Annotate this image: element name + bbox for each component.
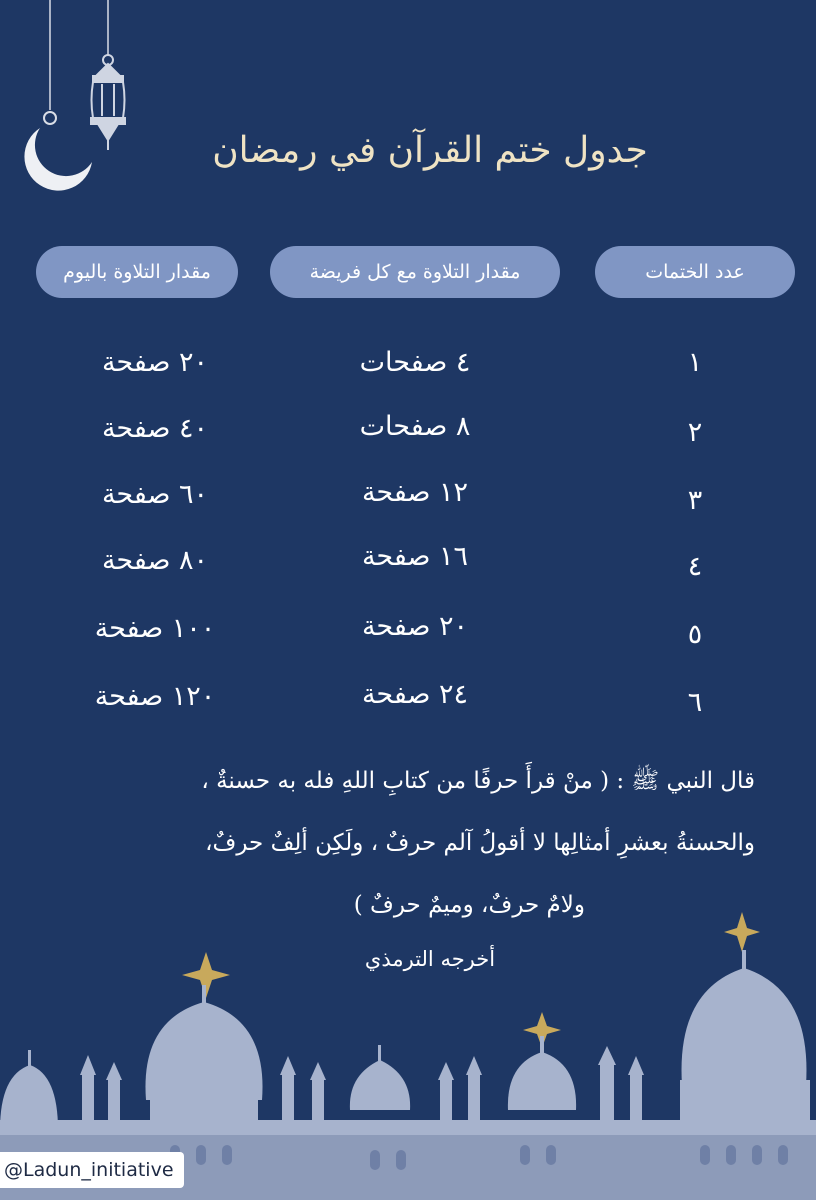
row-2-per-day: ٤٠ صفحة [101, 412, 209, 444]
hadith-source: أخرجه الترمذي [364, 947, 496, 971]
row-2-khatmat: ٢ [687, 416, 703, 448]
row-4-per-prayer: ١٦ صفحة [361, 540, 469, 572]
hadith-text [50, 750, 755, 936]
row-6-per-day: ١٢٠ صفحة [94, 680, 216, 712]
row-4-khatmat: ٤ [687, 550, 703, 582]
row-1-per-day: ٢٠ صفحة [101, 346, 209, 378]
row-5-per-prayer: ٢٠ صفحة [361, 610, 469, 642]
row-1-khatmat: ١ [687, 346, 703, 378]
row-6-khatmat: ٦ [687, 686, 703, 718]
row-2-per-prayer: ٨ صفحات [359, 410, 471, 442]
hadith-line-1: قال النبي ﷺ : ( منْ قرأَ حرفًا من كتابِ اللهِ فله به حسنةٌ ، [201, 768, 755, 794]
row-1-per-prayer: ٤ صفحات [359, 346, 471, 378]
row-4-per-day: ٨٠ صفحة [101, 544, 209, 576]
row-5-khatmat: ٥ [687, 618, 703, 650]
page-title: جدول ختم القرآن في رمضان [212, 130, 648, 171]
crescent-moon-icon [24, 112, 92, 191]
row-6-per-prayer: ٢٤ صفحة [361, 678, 469, 710]
hadith-line-2: والحسنةُ بعشرِ أمثالِها لا أقولُ آلم حرفٌ ، ولَكِن ألِفٌ حرفٌ، [205, 830, 755, 856]
row-5-per-day: ١٠٠ صفحة [94, 612, 216, 644]
header-per-day: مقدار التلاوة باليوم [36, 246, 238, 298]
header-per-prayer: مقدار التلاوة مع كل فريضة [270, 246, 560, 298]
row-3-khatmat: ٣ [687, 484, 703, 516]
social-handle: @Ladun_initiative [0, 1152, 184, 1188]
header-khatmat: عدد الختمات [595, 246, 795, 298]
row-3-per-day: ٦٠ صفحة [101, 478, 209, 510]
lantern-icon [91, 55, 125, 150]
hadith-line-3: ولامٌ حرفٌ، وميمٌ حرفٌ ) [353, 892, 585, 918]
row-3-per-prayer: ١٢ صفحة [361, 476, 469, 508]
